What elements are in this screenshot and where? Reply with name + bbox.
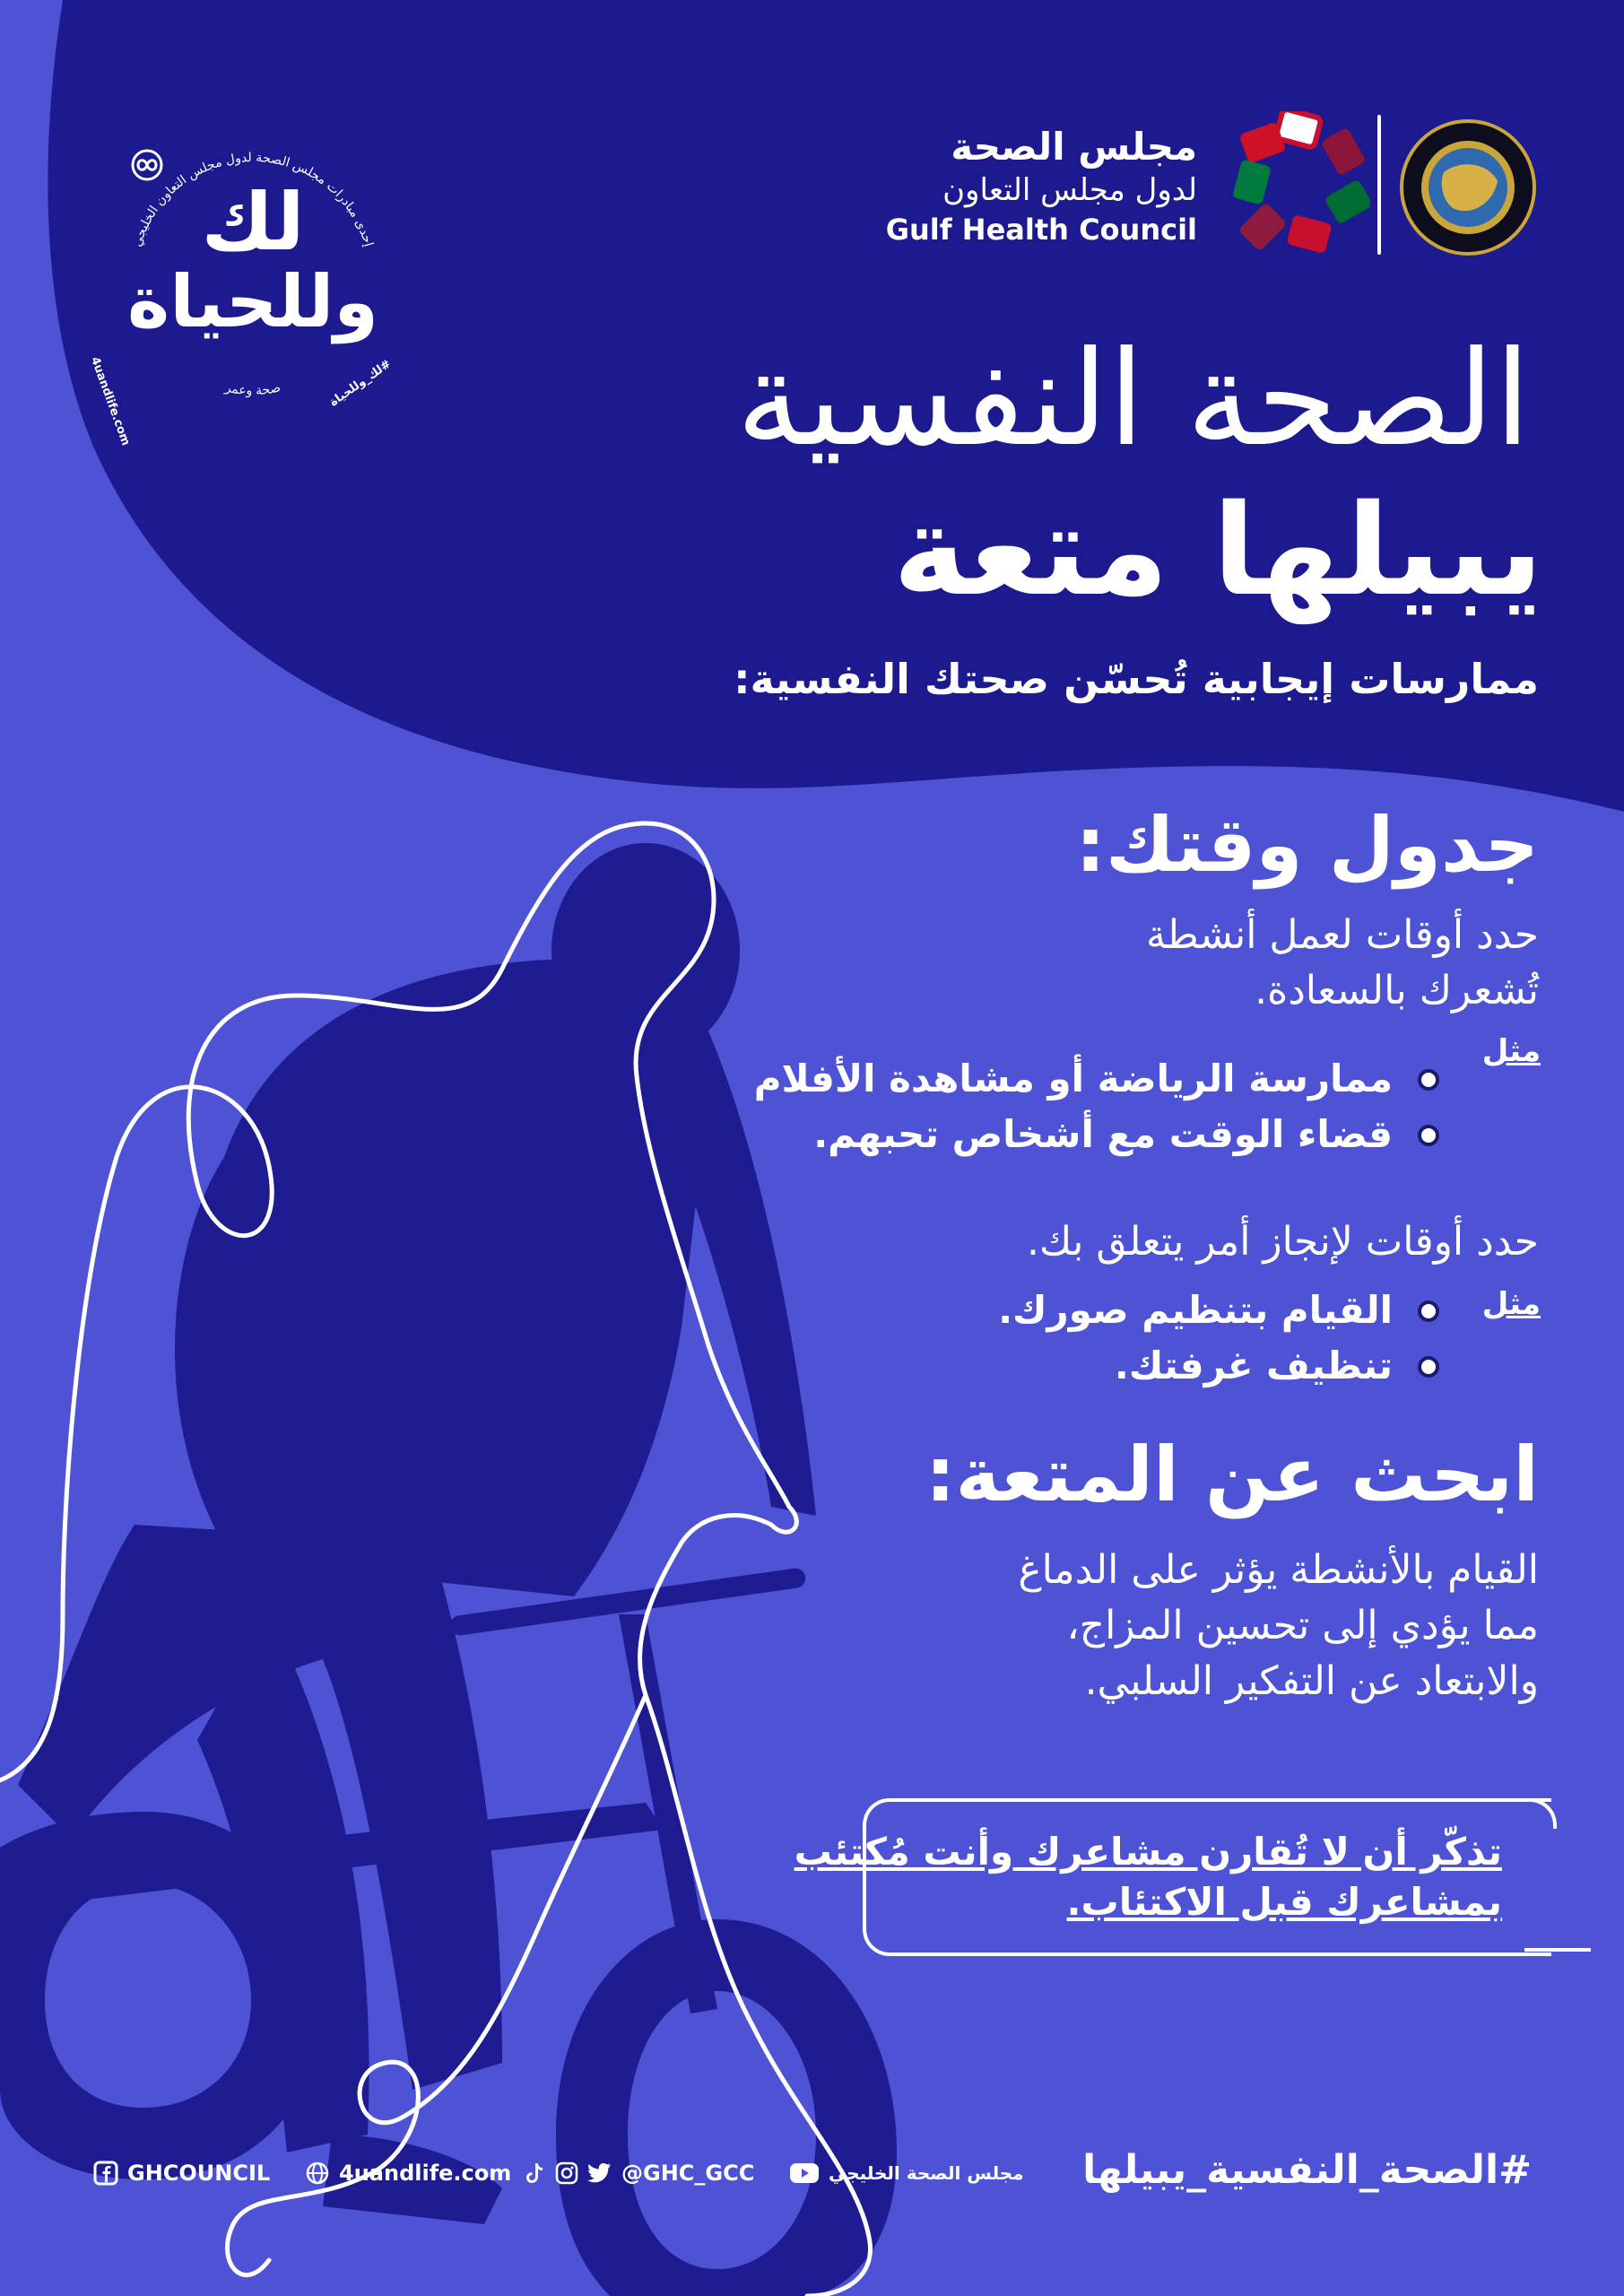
section1-para1-line1: حدد أوقات لعمل أنشطة [1146, 912, 1539, 958]
facebook-icon [93, 2161, 118, 2186]
section2-para-line2: مما يؤدي إلى تحسين المزاج، [1066, 1603, 1539, 1648]
example-label: مثل [1481, 1033, 1541, 1069]
campaign-wordmark-line2: وللحياة [127, 260, 378, 344]
infinity-icon [133, 151, 161, 179]
list-item: تنظيف غرفتك. [998, 1338, 1439, 1394]
campaign-arc-left: 4uandlife.com [87, 355, 133, 448]
footer-social[interactable] [525, 2158, 754, 2188]
list-item: القيام بتنظيم صورك. [998, 1283, 1439, 1338]
bullet-icon [1418, 1356, 1439, 1378]
bullet-icon [1418, 1125, 1439, 1146]
footer-facebook[interactable] [93, 2158, 270, 2188]
section1-heading: جدول وقتك: [1075, 801, 1539, 889]
footer-website[interactable] [305, 2158, 511, 2188]
campaign-arc-right: #لك_وللحياة [326, 357, 394, 410]
list-item: قضاء الوقت مع أشخاص تحبهم. [754, 1107, 1439, 1162]
section1-para1-line2: تُشعرك بالسعادة. [1255, 968, 1539, 1013]
campaign-arc-bottom: صحة وعمر [223, 380, 282, 399]
ghc-name-ar-line1: مجلس الصحة [951, 125, 1197, 169]
title-line-2: يبيلها متعة [892, 478, 1543, 624]
section1-para2: حدد أوقات لإنجاز أمر يتعلق بك. [1027, 1219, 1539, 1265]
reminder-box-underline [1524, 1948, 1591, 1952]
tiktok-icon [525, 2161, 546, 2185]
footer-youtube-label: مجلس الصحة الخليجي [829, 2162, 1024, 2184]
twitter-icon [587, 2162, 612, 2184]
examples-list-1 [754, 1051, 1439, 1162]
campaign-arc-top: إحدى مبادرات مجلس الصحة لدول مجلس التعاون الخليجي [130, 150, 376, 248]
title-line-1: الصحة النفسية [735, 323, 1531, 475]
reminder-line-1: تذكّر أن لا تُقارن مشاعرك وأنت مُكتئب [794, 1830, 1502, 1874]
footer-youtube[interactable] [789, 2158, 1024, 2188]
footer-website-label: 4uandlife.com [339, 2161, 512, 2186]
campaign-wordmark-line1: لك [201, 176, 305, 268]
youtube-icon [789, 2162, 820, 2184]
example-label-2: مثل [1481, 1286, 1541, 1322]
list-item: ممارسة الرياضة أو مشاهدة الأفلام [754, 1051, 1439, 1107]
reminder-line-2: بمشاعرك قبل الاكتئاب. [1066, 1880, 1502, 1924]
bullet-icon [1418, 1300, 1439, 1322]
instagram-icon [555, 2161, 578, 2185]
gcc-emblem-icon [1399, 118, 1537, 257]
footer-social-handle: @GHC_GCC [621, 2161, 755, 2186]
ghc-name-ar-line2: لدول مجلس التعاون [942, 172, 1197, 208]
section2-para-line3: والابتعاد عن التفكير السلبي. [1084, 1658, 1539, 1704]
campaign-hashtag[interactable]: #الصحة_النفسية_يبيلها [1082, 2147, 1532, 2193]
section2-heading: ابحث عن المتعة: [925, 1431, 1539, 1518]
globe-icon [305, 2161, 330, 2186]
header-divider [1377, 115, 1381, 255]
ghc-flags-star-icon [1230, 111, 1370, 255]
examples-list-2 [998, 1283, 1439, 1394]
campaign-logo [83, 108, 423, 448]
ghc-name-en: Gulf Health Council [885, 213, 1197, 247]
footer-facebook-label: GHCOUNCIL [127, 2161, 271, 2186]
reminder-box [863, 1798, 1551, 1956]
subtitle: ممارسات إيجابية تُحسّن صحتك النفسية: [734, 655, 1539, 703]
section2-para-line1: القيام بالأنشطة يؤثر على الدماغ [1018, 1547, 1539, 1593]
ghc-logo-text [856, 124, 1197, 249]
bullet-icon [1418, 1069, 1439, 1091]
